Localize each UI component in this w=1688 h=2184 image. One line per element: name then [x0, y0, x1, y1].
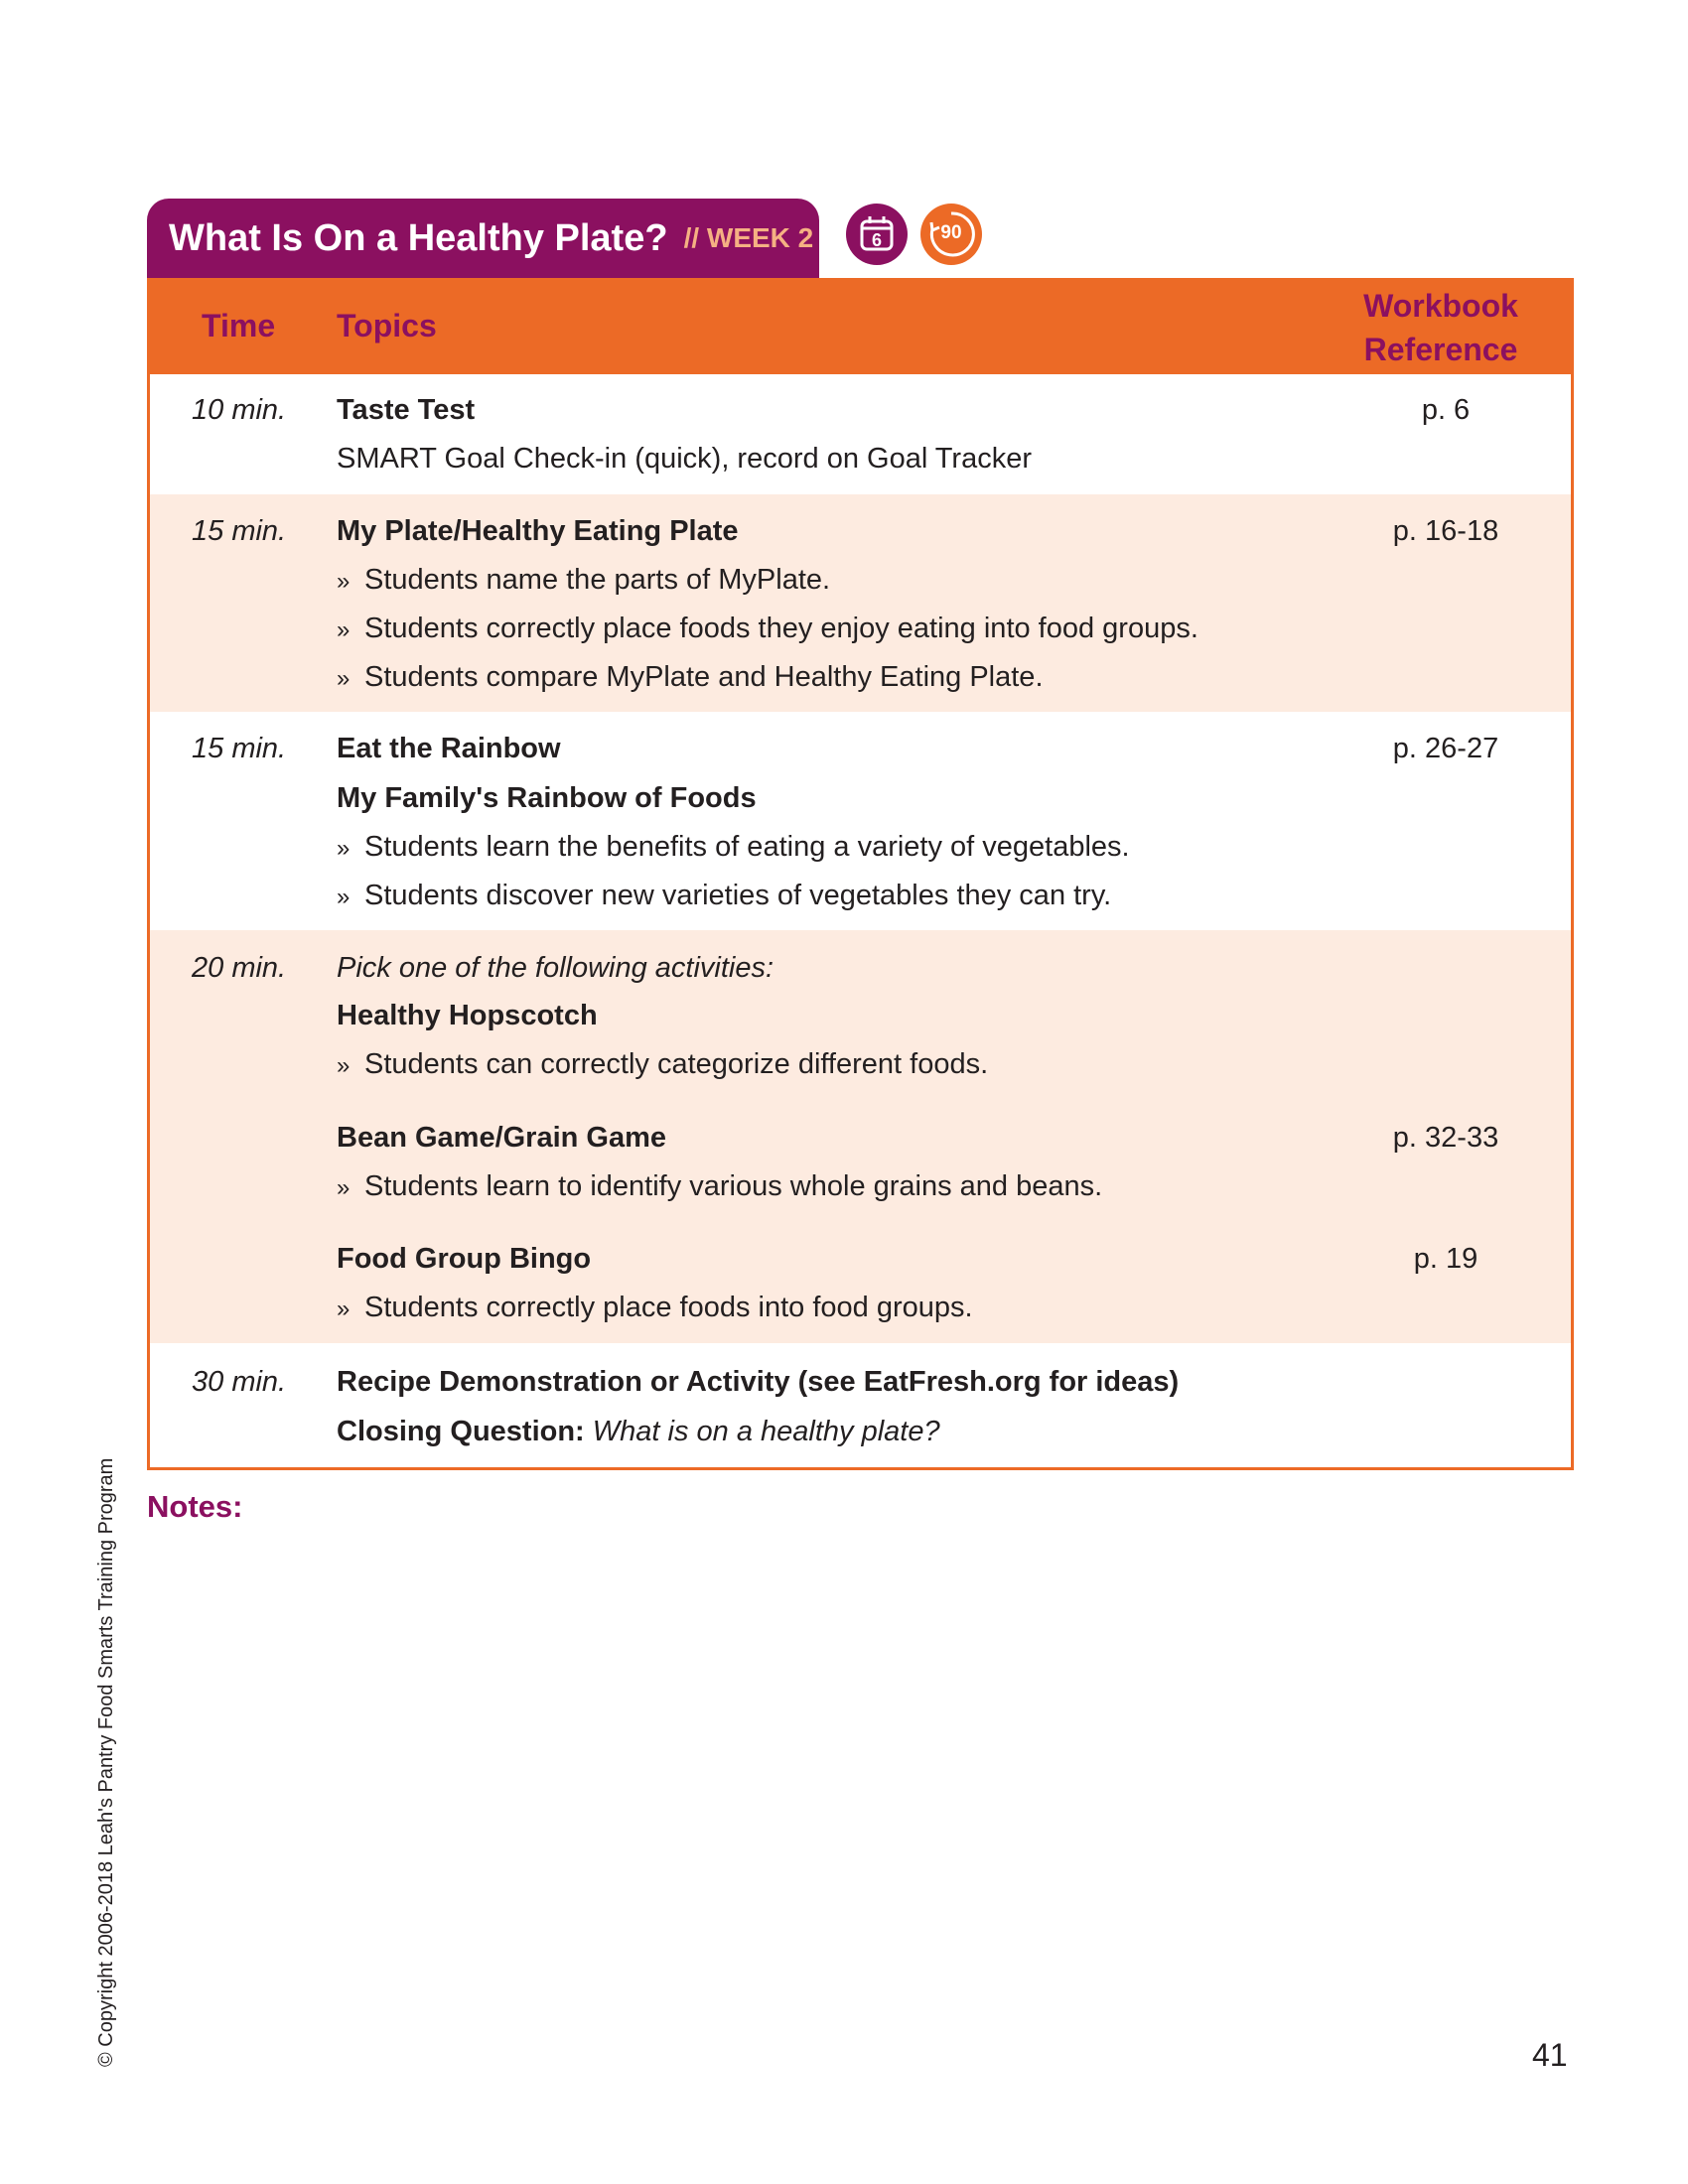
- bullet-text: Students discover new varieties of vegetables they can try.: [364, 880, 1112, 911]
- page-number: 41: [1532, 2037, 1568, 2073]
- row-reference: p. 16-18: [1392, 515, 1499, 547]
- row-topic-text: SMART Goal Check-in (quick), record on Goal Tracker: [337, 443, 1033, 475]
- row-time: 30 min.: [192, 1366, 287, 1398]
- column-header-reference: [1356, 284, 1525, 371]
- row-time: 15 min.: [192, 733, 287, 764]
- bullet-text: Students learn to identify various whole grains and beans.: [364, 1170, 1103, 1202]
- activity-reference: p. 19: [1413, 1243, 1478, 1275]
- lesson-table: [147, 278, 1574, 1470]
- row-topic-title: My Plate/Healthy Eating Plate: [337, 515, 739, 547]
- row-reference: p. 6: [1421, 394, 1471, 426]
- row-topic-title: Taste Test: [337, 394, 476, 426]
- table-row: [150, 494, 1571, 712]
- section-title-tab: [147, 199, 819, 278]
- activity-title: Food Group Bingo: [337, 1243, 592, 1275]
- activity-title: Healthy Hopscotch: [337, 1000, 598, 1031]
- bullet-text: Students correctly place foods into food groups.: [364, 1292, 973, 1323]
- row-time: 15 min.: [192, 515, 287, 547]
- column-header-time: Time: [202, 308, 276, 343]
- closing-question-label: Closing Question:: [337, 1416, 585, 1447]
- bullet-glyph: »: [337, 616, 351, 643]
- column-header-reference-line2: Reference: [1363, 332, 1518, 367]
- clock-icon-number: 90: [940, 222, 962, 243]
- row-topic-title: Recipe Demonstration or Activity (see EatFresh.org for ideas): [337, 1366, 1180, 1398]
- bullet-text: Students name the parts of MyPlate.: [364, 564, 831, 596]
- table-header: [150, 278, 1571, 374]
- row-time: 10 min.: [192, 394, 287, 426]
- table-row: [150, 712, 1571, 930]
- row-topic-subtitle: My Family's Rainbow of Foods: [337, 782, 757, 814]
- bullet-glyph: »: [337, 884, 351, 910]
- row-reference: p. 26-27: [1392, 733, 1499, 764]
- bullet-glyph: »: [337, 568, 351, 595]
- page-title: What Is On a Healthy Plate?: [169, 216, 668, 259]
- row-topic-title: Eat the Rainbow: [337, 733, 561, 764]
- activity-title: Bean Game/Grain Game: [337, 1122, 667, 1154]
- row-time: 20 min.: [192, 952, 287, 984]
- bullet-glyph: »: [337, 1052, 351, 1079]
- clock-90-icon: [919, 203, 983, 266]
- calendar-icon-number: 6: [871, 230, 882, 250]
- closing-question: [337, 1416, 940, 1448]
- closing-question-text: What is on a healthy plate?: [592, 1416, 940, 1447]
- table-row: [150, 1343, 1571, 1467]
- column-header-reference-line1: Workbook: [1363, 288, 1518, 324]
- copyright-text: © Copyright 2006-2018 Leah's Pantry Food Smarts Training Program: [95, 1457, 117, 2067]
- table-row: [150, 930, 1571, 1343]
- calendar-6-icon: [845, 203, 909, 266]
- bullet-text: Students correctly place foods they enjoy eating into food groups.: [364, 613, 1198, 644]
- row-activity-intro: Pick one of the following activities:: [337, 952, 774, 984]
- week-label: // WEEK 2: [683, 222, 814, 253]
- bullet-glyph: »: [337, 835, 351, 862]
- table-row: [150, 374, 1571, 494]
- bullet-glyph: »: [337, 1174, 351, 1201]
- bullet-text: Students learn the benefits of eating a variety of vegetables.: [364, 831, 1130, 863]
- bullet-text: Students compare MyPlate and Healthy Eating Plate.: [364, 661, 1044, 693]
- bullet-glyph: »: [337, 665, 351, 692]
- bullet-glyph: »: [337, 1296, 351, 1322]
- column-header-topics: Topics: [337, 308, 437, 343]
- activity-reference: p. 32-33: [1392, 1122, 1499, 1154]
- notes-label: Notes:: [147, 1489, 243, 1524]
- bullet-text: Students can correctly categorize different foods.: [364, 1048, 989, 1080]
